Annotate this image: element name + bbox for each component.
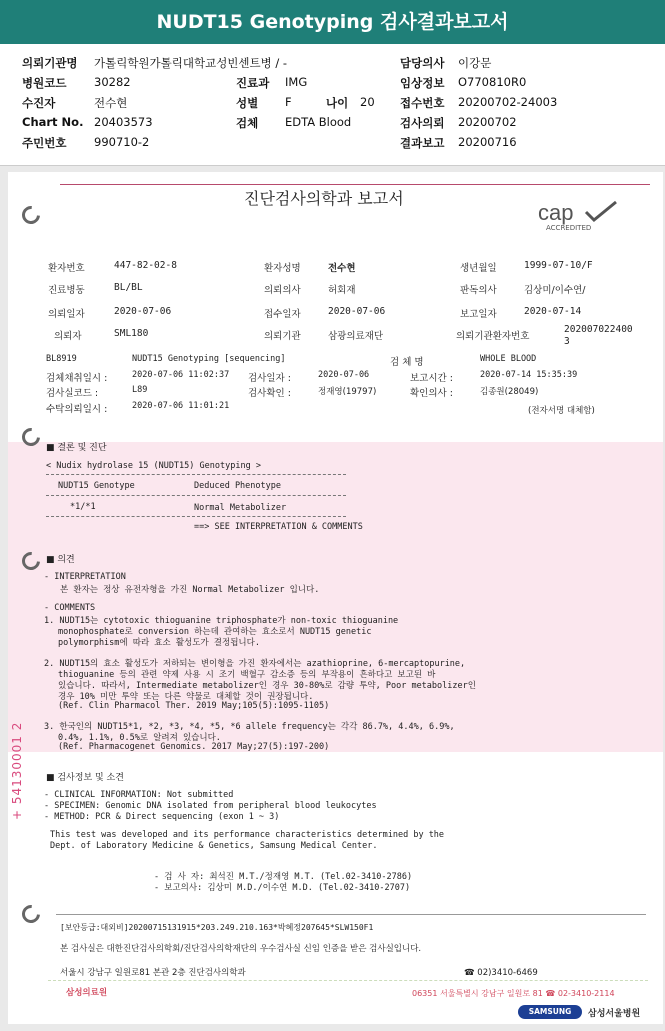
col-phenotype: Deduced Phenotype <box>194 481 281 491</box>
comment-2-line2: thioguanine 등의 관련 약제 사용 시 조기 백혈구 감소증 등의 부작용이 흔하다고 보고된 바 <box>58 670 436 680</box>
comments-heading: - COMMENTS <box>44 603 96 613</box>
lab-address: 서울시 강남구 일원로81 본관 2층 진단검사의학과 <box>60 968 246 978</box>
ward: BL/BL <box>114 282 143 293</box>
interp-text: 본 환자는 정상 유전자형을 가진 Normal Metabolizer 입니다. <box>60 585 320 595</box>
specimen-info: - SPECIMEN: Genomic DNA isolated from peripheral blood leukocytes <box>44 801 377 811</box>
specimen-name-label: 검 체 명 <box>390 357 424 368</box>
table-rule <box>46 516 346 517</box>
dev-statement-line1: This test was developed and its performance characteristics determined by the <box>50 830 445 840</box>
r2-label1: 진료병동 <box>48 285 85 296</box>
clinical-info-value: O770810R0 <box>458 75 527 89</box>
security-line: [보안등급:대외비]20200715131915*203.249.210.163*박혜정207645*SLW150F1 <box>60 923 374 932</box>
lab-phone: ☎ 02)3410-6469 <box>464 968 538 978</box>
receipt-date: 2020-07-06 <box>328 306 386 317</box>
patient-no: 447-82-02-8 <box>114 260 177 271</box>
age-value: 20 <box>360 95 375 109</box>
r1-label3: 생년월일 <box>460 263 497 274</box>
result-subtitle: < Nudix hydrolase 15 (NUDT15) Genotyping > <box>46 461 261 471</box>
report-date-value: 20200716 <box>458 135 517 149</box>
collect-label: 검체채취일시 : <box>46 373 108 384</box>
requester: SML180 <box>114 328 149 339</box>
certification-line: 본 검사실은 대한진단검사의학회/진단검사의학재단의 우수검사실 신임 인증을 받은 검사실입니다. <box>60 944 422 954</box>
samsung-logo: SAMSUNG <box>518 1005 582 1019</box>
comment-2-ref: (Ref. Clin Pharmacol Ther. 2019 May;105(5):1095-1105) <box>58 701 330 711</box>
test-date-label: 검사일자 : <box>248 373 291 384</box>
r4-label3: 의뢰기관환자번호 <box>456 331 530 342</box>
report-time: 2020-07-14 15:35:39 <box>480 370 578 380</box>
hospital-code-value: 30282 <box>94 75 131 89</box>
comment-1-line3: polymorphism에 따라 효소 활성도가 결정됩니다. <box>58 638 260 648</box>
footer-divider <box>48 980 648 981</box>
sex-value: F <box>285 95 292 109</box>
col-genotype: NUDT15 Genotype <box>58 481 135 491</box>
receipt-no-label: 접수번호 <box>400 96 445 110</box>
genotype-value: *1/*1 <box>70 502 96 512</box>
test-name: NUDT15 Genotyping [sequencing] <box>132 354 286 364</box>
dev-statement-line2: Dept. of Laboratory Medicine & Genetics, Samsung Medical Center. <box>50 841 378 851</box>
comment-1-line1: 1. NUDT15는 cytotoxic thioguanine triphosphate가 non-toxic thioguanine <box>44 616 399 626</box>
test-code: BL8919 <box>46 354 77 364</box>
test-date: 2020-07-06 <box>318 370 370 380</box>
age-label: 나이 <box>326 96 349 110</box>
institution-value: 가톨릭학원가톨릭대학교성빈센트병 / - <box>94 56 288 70</box>
table-rule <box>46 495 346 496</box>
footer-address: 06351 서울특별시 강남구 일원로 81 ☎ 02-3410-2114 <box>412 989 615 998</box>
document-title: NUDT15 Genotyping 검사결과보고서 <box>0 0 665 44</box>
r3-label2: 접수일자 <box>264 309 301 320</box>
department-label: 진료과 <box>236 76 270 90</box>
comment-3-line2: 0.4%, 1.1%, 0.5%로 알려져 있습니다. <box>58 733 221 743</box>
method-info: - METHOD: PCR & Direct sequencing (exon 1 ~ 3) <box>44 812 280 822</box>
chart-value: 20403573 <box>94 115 153 129</box>
hospital-name: 삼성의료원 <box>66 988 108 998</box>
cap-accredited-logo: cap ACCREDITED <box>538 200 618 234</box>
patient-name: 전수현 <box>328 263 356 274</box>
department-value: IMG <box>285 75 308 89</box>
lab-code: L89 <box>132 385 148 395</box>
doctor-value: 이강문 <box>458 56 492 70</box>
table-rule <box>46 474 346 475</box>
request-info-panel <box>0 44 665 166</box>
r1-label2: 환자성명 <box>264 263 301 274</box>
rrn-label: 주민번호 <box>22 136 67 150</box>
r3-label1: 의뢰일자 <box>48 309 85 320</box>
comment-2-line1: 2. NUDT15의 효소 활성도가 저하되는 변이형을 가진 환자에서는 azathioprine, 6-mercaptopurine, <box>44 659 466 669</box>
punch-hole-icon <box>18 901 43 926</box>
comment-2-line4: 경우 10% 미만 투약 또는 다른 약물로 대체할 것이 권장됩니다. <box>58 692 314 702</box>
interp-heading: - INTERPRETATION <box>44 572 126 582</box>
inst-patient-no-2: 3 <box>564 336 570 347</box>
collect-time: 2020-07-06 11:02:37 <box>132 370 230 380</box>
phenotype-value: Normal Metabolizer <box>194 503 287 513</box>
patient-value: 전수현 <box>94 96 128 110</box>
comment-2-line3: 있습니다. 따라서, Intermediate metabolizer인 경우 30-80%로 감량 투약, Poor metabolizer인 <box>58 681 476 691</box>
r4-label1: 의뢰자 <box>54 331 82 342</box>
institution-label: 의뢰기관명 <box>22 56 78 70</box>
smc-logo-text: 삼성서울병원 <box>588 1009 641 1019</box>
rrn-value: 990710-2 <box>94 135 150 149</box>
r4-label2: 의뢰기관 <box>264 331 301 342</box>
specimen-label: 검체 <box>236 116 259 130</box>
reporter-line: - 보고의사: 김상미 M.D./이수연 M.D. (Tel.02-3410-2707) <box>154 883 411 893</box>
request-date-label: 검사의뢰 <box>400 116 445 130</box>
report-time-label: 보고시간 : <box>410 373 453 384</box>
sex-label: 성별 <box>236 96 259 110</box>
info-heading: ■ 검사정보 및 소견 <box>46 773 124 783</box>
confirm-value: 정재영(19797) <box>318 387 377 397</box>
birth-date: 1999-07-10/F <box>524 260 593 271</box>
confirmer-label: 확인의사 : <box>410 388 453 399</box>
report-date: 2020-07-14 <box>524 306 582 317</box>
r1-label1: 환자번호 <box>48 263 85 274</box>
opinion-heading: ■ 의견 <box>46 555 75 565</box>
comment-3-line1: 3. 한국인의 NUDT15*1, *2, *3, *4, *5, *6 allele frequency는 각각 86.7%, 4.4%, 6.9%, <box>44 722 455 732</box>
confirmer-value: 김종원(28049) <box>480 387 539 397</box>
hospital-code-label: 병원코드 <box>22 76 67 90</box>
esign-note: (전자서명 대체함) <box>528 406 595 416</box>
comment-3-ref: (Ref. Pharmacogenet Genomics. 2017 May;27(5):197-200) <box>58 742 330 752</box>
clinical-info-label: 임상정보 <box>400 76 445 90</box>
requesting-institution: 삼광의료재단 <box>328 331 384 342</box>
receipt-no-value: 20200702-24003 <box>458 95 558 109</box>
request-date: 2020-07-06 <box>114 306 172 317</box>
report-date-label: 결과보고 <box>400 136 445 150</box>
specimen-name: WHOLE BLOOD <box>480 354 537 364</box>
confirm-label: 검사확인 : <box>248 388 291 399</box>
requesting-doctor: 허회재 <box>328 285 356 296</box>
scanned-report <box>8 172 663 1024</box>
tester-line: - 검 사 자: 최석진 M.T./정재영 M.T. (Tel.02-3410-2786) <box>154 872 413 882</box>
inst-patient-no-1: 202007022400 <box>564 324 633 335</box>
r3-label3: 보고일자 <box>460 309 497 320</box>
accept-label: 수탁의뢰일시 : <box>46 404 108 415</box>
see-interpretation: ==> SEE INTERPRETATION & COMMENTS <box>194 522 363 532</box>
top-rule <box>60 184 650 185</box>
lab-code-label: 검사실코드 : <box>46 388 99 399</box>
specimen-value: EDTA Blood <box>285 115 352 129</box>
punch-hole-icon <box>18 202 43 227</box>
patient-label: 수진자 <box>22 96 56 110</box>
doctor-label: 담당의사 <box>400 56 445 70</box>
r2-label3: 판독의사 <box>460 285 497 296</box>
clinical-info: - CLINICAL INFORMATION: Not submitted <box>44 790 234 800</box>
chart-label: Chart No. <box>22 115 84 129</box>
report-title: 진단검사의학과 보고서 <box>244 189 404 208</box>
request-date-value: 20200702 <box>458 115 517 129</box>
comment-1-line2: monophosphate로 conversion 하는데 관여하는 효소로서 NUDT15 genetic <box>58 627 372 637</box>
r2-label2: 의뢰의사 <box>264 285 301 296</box>
reading-doctor: 김상미/이수연/ <box>524 285 586 296</box>
accept-time: 2020-07-06 11:01:21 <box>132 401 230 411</box>
result-heading: ■ 결론 및 진단 <box>46 443 107 453</box>
document-stamp: + 54130001 2 <box>10 721 24 820</box>
bottom-rule <box>56 914 646 915</box>
